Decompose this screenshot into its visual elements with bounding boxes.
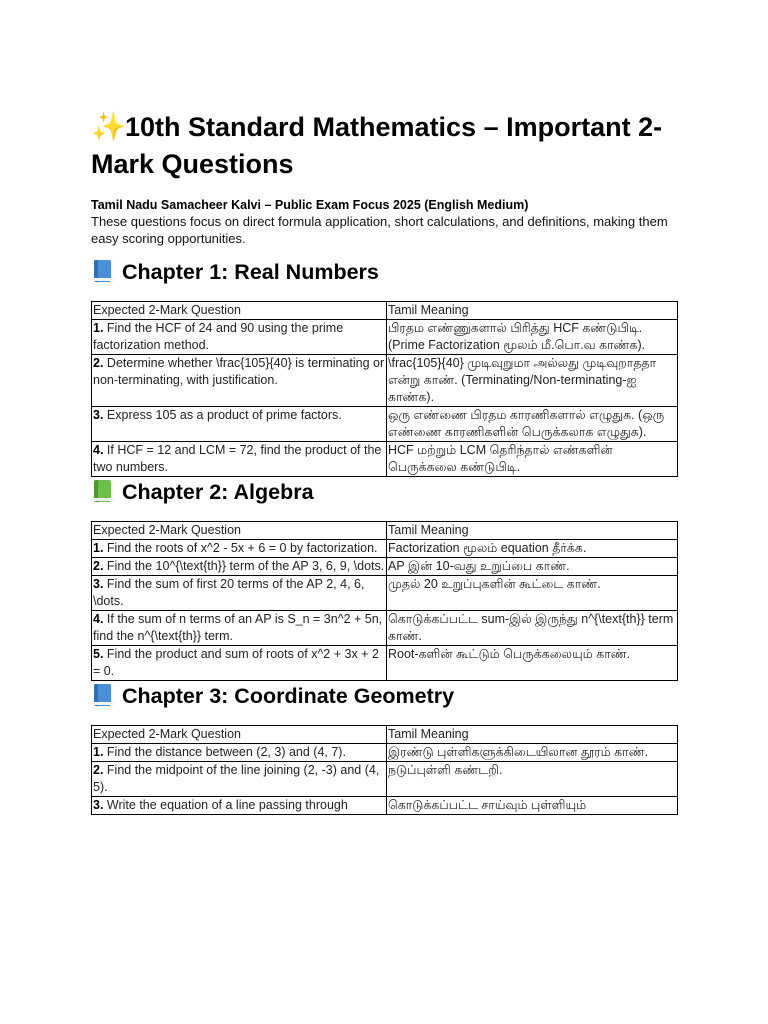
chapter-3-heading bbox=[91, 681, 678, 711]
tamil-cell: நடுப்புள்ளி கண்டறி. bbox=[387, 762, 678, 797]
header-tamil: Tamil Meaning bbox=[387, 302, 678, 320]
green-book-icon bbox=[91, 480, 113, 504]
question-cell: 1. Find the roots of x^2 - 5x + 6 = 0 by factorization. bbox=[92, 540, 387, 558]
chapter-2-table bbox=[91, 521, 678, 681]
table-header-row bbox=[92, 726, 678, 744]
chapter-1-title: Chapter 1: Real Numbers bbox=[122, 260, 379, 284]
question-cell: 4. If HCF = 12 and LCM = 72, find the product of the two numbers. bbox=[92, 442, 387, 477]
question-cell: 3. Write the equation of a line passing through bbox=[92, 797, 387, 815]
question-cell: 4. If the sum of n terms of an AP is S_n = 3n^2 + 5n, find the n^{\text{th}} term. bbox=[92, 611, 387, 646]
table-row bbox=[92, 442, 678, 477]
table-row bbox=[92, 558, 678, 576]
tamil-cell: Root-களின் கூட்டும் பெருக்கலையும் காண். bbox=[387, 646, 678, 681]
question-cell: 2. Find the midpoint of the line joining (2, -3) and (4, 5). bbox=[92, 762, 387, 797]
question-cell: 2. Determine whether \frac{105}{40} is terminating or non-terminating, with justification. bbox=[92, 355, 387, 407]
tamil-cell: HCF மற்றும் LCM தெரிந்தால் எண்களின் பெருக்கலை கண்டுபிடி. bbox=[387, 442, 678, 477]
chapter-2-heading bbox=[91, 477, 678, 507]
header-question: Expected 2-Mark Question bbox=[92, 302, 387, 320]
chapter-1-table bbox=[91, 301, 678, 477]
chapter-1-table-wrap bbox=[91, 301, 678, 477]
table-row bbox=[92, 744, 678, 762]
table-row bbox=[92, 576, 678, 611]
chapter-3-table bbox=[91, 725, 678, 815]
table-row bbox=[92, 320, 678, 355]
tamil-cell: ஒரு எண்ணை பிரதம காரணிகளால் எழுதுக. (ஒரு எண்ணை காரணிகளின் பெருக்கலாக எழுதுக). bbox=[387, 407, 678, 442]
tamil-cell: கொடுக்கப்பட்ட சாய்வும் புள்ளியும் bbox=[387, 797, 678, 815]
question-cell: 5. Find the product and sum of roots of x^2 + 3x + 2 = 0. bbox=[92, 646, 387, 681]
chapter-2-table-wrap bbox=[91, 521, 678, 681]
table-row bbox=[92, 407, 678, 442]
blue-book-icon bbox=[91, 260, 113, 284]
chapter-3-title: Chapter 3: Coordinate Geometry bbox=[122, 684, 455, 708]
tamil-cell: கொடுக்கப்பட்ட sum-இல் இருந்து n^{\text{th}} term காண். bbox=[387, 611, 678, 646]
table-header-row bbox=[92, 522, 678, 540]
table-row bbox=[92, 646, 678, 681]
chapter-1-heading bbox=[91, 257, 678, 287]
table-row bbox=[92, 611, 678, 646]
intro-paragraph: These questions focus on direct formula application, short calculations, and definitions, making them easy scoring opportunities. bbox=[91, 214, 668, 246]
tamil-cell: Factorization மூலம் equation தீர்க்க. bbox=[387, 540, 678, 558]
question-cell: 1. Find the distance between (2, 3) and (4, 7). bbox=[92, 744, 387, 762]
chapter-2-title: Chapter 2: Algebra bbox=[122, 480, 314, 504]
question-cell: 3. Find the sum of first 20 terms of the AP 2, 4, 6, \dots. bbox=[92, 576, 387, 611]
tamil-cell: \frac{105}{40} முடிவுறுமா அல்லது முடிவுறாததா என்று காண். (Terminating/Non-terminating-ஐ காண்க). bbox=[387, 355, 678, 407]
header-tamil: Tamil Meaning bbox=[387, 522, 678, 540]
question-cell: 2. Find the 10^{\text{th}} term of the AP 3, 6, 9, \dots. bbox=[92, 558, 387, 576]
table-row bbox=[92, 540, 678, 558]
tamil-cell: முதல் 20 உறுப்புகளின் கூட்டை காண். bbox=[387, 576, 678, 611]
sparkles-icon: ✨ bbox=[91, 111, 126, 142]
header-tamil: Tamil Meaning bbox=[387, 726, 678, 744]
table-header-row bbox=[92, 302, 678, 320]
table-row bbox=[92, 355, 678, 407]
page-title bbox=[91, 108, 678, 183]
tamil-cell: பிரதம எண்ணுகளால் பிரித்து HCF கண்டுபிடி. (Prime Factorization மூலம் மீ.பொ.வ காண்க). bbox=[387, 320, 678, 355]
tamil-cell: AP இன் 10-வது உறுப்பை காண். bbox=[387, 558, 678, 576]
question-cell: 3. Express 105 as a product of prime factors. bbox=[92, 407, 387, 442]
header-question: Expected 2-Mark Question bbox=[92, 726, 387, 744]
blue-book-icon bbox=[91, 684, 113, 708]
table-row bbox=[92, 762, 678, 797]
table-row bbox=[92, 797, 678, 815]
question-cell: 1. Find the HCF of 24 and 90 using the prime factorization method. bbox=[92, 320, 387, 355]
chapter-3-table-wrap bbox=[91, 725, 678, 815]
document-subtitle: Tamil Nadu Samacheer Kalvi – Public Exam Focus 2025 (English Medium) bbox=[91, 198, 529, 212]
page-title-text: 10th Standard Mathematics – Important 2-Mark Questions bbox=[91, 112, 663, 179]
tamil-cell: இரண்டு புள்ளிகளுக்கிடையிலான தூரம் காண். bbox=[387, 744, 678, 762]
header-question: Expected 2-Mark Question bbox=[92, 522, 387, 540]
